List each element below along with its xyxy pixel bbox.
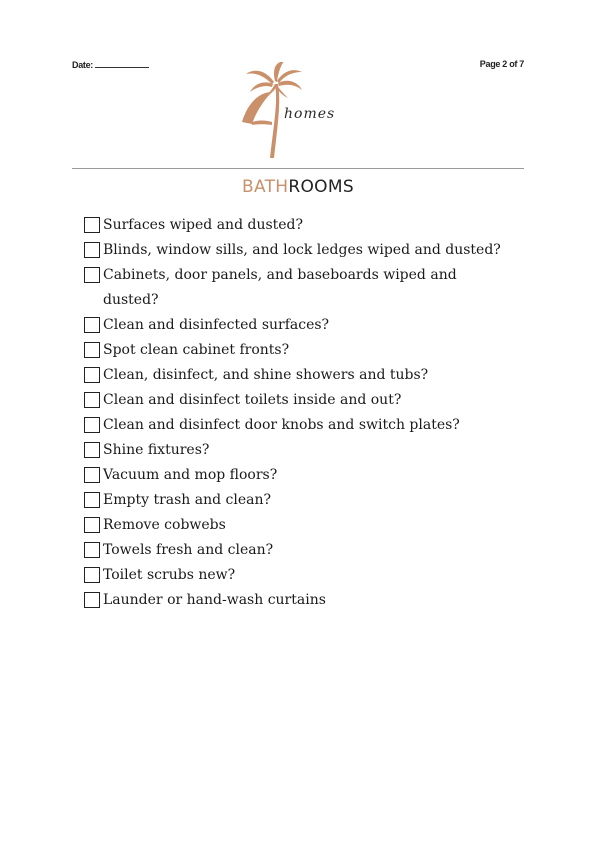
checklist-item[interactable] (84, 263, 524, 313)
checklist-item[interactable] (84, 338, 524, 363)
checklist-item[interactable] (84, 488, 524, 513)
bathroom-checklist (84, 213, 524, 613)
checklist-item-label: Toilet scrubs new? (103, 567, 236, 583)
checklist-item-label: Vacuum and mop floors? (103, 467, 278, 483)
section-title (0, 177, 596, 197)
company-logo (238, 62, 368, 162)
checkbox[interactable] (84, 492, 100, 508)
checkbox[interactable] (84, 567, 100, 583)
checkbox[interactable] (84, 367, 100, 383)
section-title-accent: BATH (242, 177, 289, 197)
checkbox[interactable] (84, 442, 100, 458)
checkbox[interactable] (84, 342, 100, 358)
checklist-item[interactable] (84, 238, 524, 263)
date-blank-line[interactable] (95, 59, 149, 68)
checklist-item[interactable] (84, 563, 524, 588)
checklist-item-label: Clean and disinfected surfaces? (103, 317, 330, 333)
checklist-item[interactable] (84, 588, 524, 613)
checklist-item[interactable] (84, 513, 524, 538)
checklist-item-label: Blinds, window sills, and lock ledges wiped and dusted? (103, 242, 501, 258)
checkbox[interactable] (84, 267, 100, 283)
checkbox[interactable] (84, 542, 100, 558)
section-title-rest: ROOMS (288, 177, 354, 197)
checklist-item-label: Empty trash and clean? (103, 492, 272, 508)
checklist-item[interactable] (84, 463, 524, 488)
checkbox[interactable] (84, 317, 100, 333)
checklist-item[interactable] (84, 413, 524, 438)
checkbox[interactable] (84, 592, 100, 608)
checklist-item[interactable] (84, 538, 524, 563)
checklist-item-label: Surfaces wiped and dusted? (103, 217, 304, 233)
checkbox[interactable] (84, 217, 100, 233)
checklist-item-label: Remove cobwebs (103, 517, 226, 533)
checklist-item[interactable] (84, 438, 524, 463)
page-number: Page 2 of 7 (479, 59, 524, 69)
header-divider (72, 168, 524, 169)
checklist-item-label: Clean and disinfect toilets inside and out? (103, 392, 402, 408)
brand-name: homes (284, 106, 336, 122)
checklist-item-label: Launder or hand-wash curtains (103, 592, 326, 608)
checkbox[interactable] (84, 417, 100, 433)
checklist-item-label: Cabinets, door panels, and baseboards wiped and dusted? (103, 267, 457, 308)
checklist-item[interactable] (84, 313, 524, 338)
checklist-item-label: Towels fresh and clean? (103, 542, 274, 558)
checklist-item[interactable] (84, 213, 524, 238)
checklist-item-label: Clean, disinfect, and shine showers and tubs? (103, 367, 429, 383)
checklist-item-label: Spot clean cabinet fronts? (103, 342, 290, 358)
checkbox[interactable] (84, 517, 100, 533)
checkbox[interactable] (84, 242, 100, 258)
date-field (72, 59, 149, 70)
checklist-item[interactable] (84, 363, 524, 388)
checklist-item-label: Shine fixtures? (103, 442, 210, 458)
date-label: Date: (72, 60, 94, 70)
checkbox[interactable] (84, 467, 100, 483)
checkbox[interactable] (84, 392, 100, 408)
checklist-item-label: Clean and disinfect door knobs and switch plates? (103, 417, 460, 433)
checklist-item[interactable] (84, 388, 524, 413)
